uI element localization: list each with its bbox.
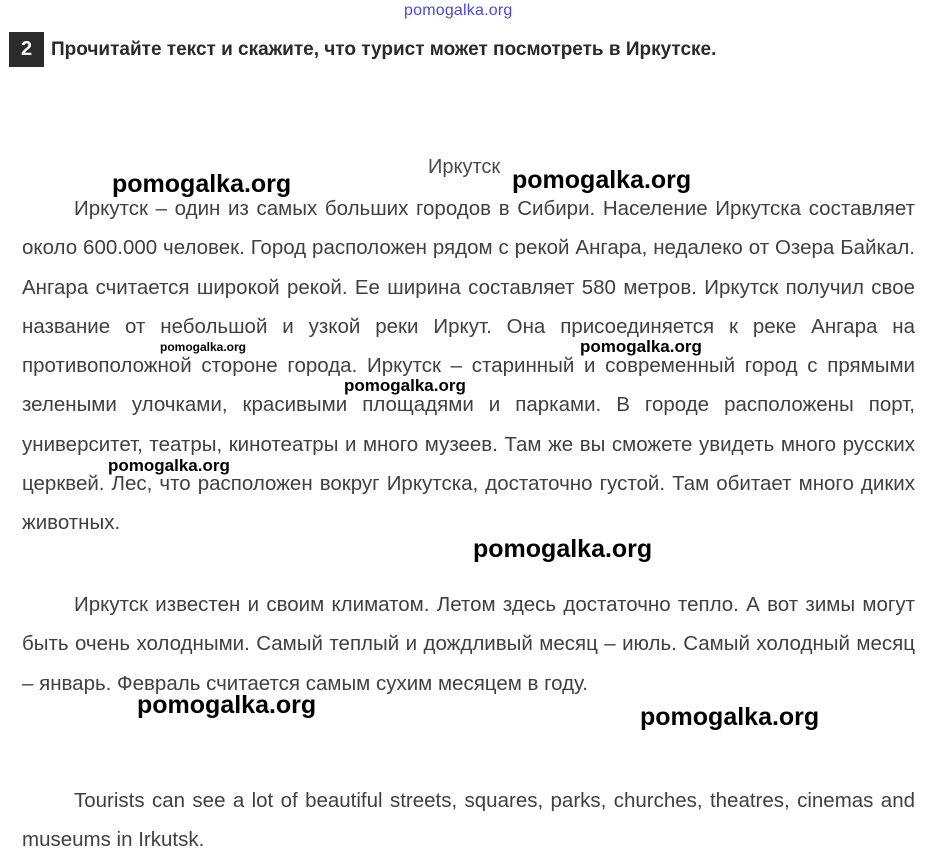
watermark-top: pomogalka.org xyxy=(404,2,513,19)
task-instruction: Прочитайте текст и скажите, что турист может посмотреть в Иркутске. xyxy=(51,38,717,60)
watermark-overlay: pomogalka.org xyxy=(137,691,317,719)
text-title: Иркутск xyxy=(428,156,501,178)
watermark-overlay: pomogalka.org xyxy=(344,376,466,395)
watermark-overlay: pomogalka.org xyxy=(160,340,247,354)
watermark-overlay: pomogalka.org xyxy=(108,456,230,475)
watermark-overlay: pomogalka.org xyxy=(640,703,820,731)
paragraph-2: Иркутск известен и своим климатом. Летом здесь достаточно тепло. А вот зимы могут быть очень холодными. Самый теплый и дождливый месяц – июль. Самый холодный месяц – январь. Февраль считается самым сухим месяцем в году. xyxy=(22,593,915,695)
task-header xyxy=(9,32,716,67)
paragraph-3: Tourists can see a lot of beautiful streets, squares, parks, churches, theatres, cinemas and museums in Irkutsk. xyxy=(22,789,915,852)
task-number-badge: 2 xyxy=(9,32,44,67)
paragraph-1: Иркутск – один из самых больших городов в Сибири. Население Иркутска составляет около 600.000 человек. Город расположен рядом с рекой Ангара, недалеко от Озера Байкал. Ангара считается широкой рекой. Ее ширина составляет 580 метров. Иркутск получил свое название от небольшой и узкой реки Иркут. Она присоединяется к реке Ангара на противоположной стороне города. Иркутск – старинный и современный город с прямыми зелеными улочками, красивыми площадями и парками. В городе расположены порт, университет, театры, кинотеатры и много музеев. Там же вы сможете увидеть много русских церквей. Лес, что расположен вокруг Иркутска, достаточно густой. Там обитает много диких животных. xyxy=(22,197,915,535)
watermark-overlay: pomogalka.org xyxy=(473,535,653,563)
watermark-overlay: pomogalka.org xyxy=(580,337,702,356)
watermark-overlay: pomogalka.org xyxy=(112,170,292,198)
watermark-overlay: pomogalka.org xyxy=(512,166,692,194)
